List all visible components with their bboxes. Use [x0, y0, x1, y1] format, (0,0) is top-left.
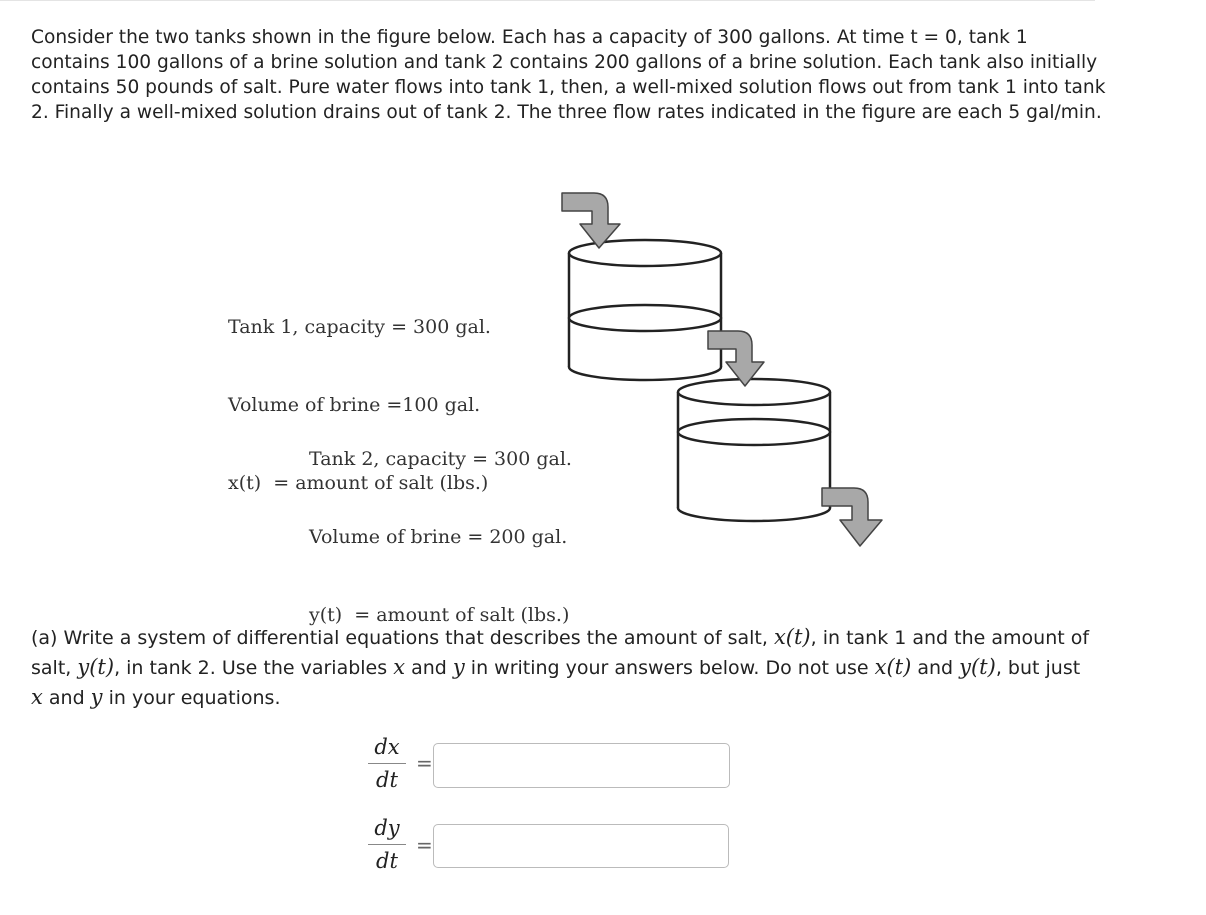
dy-numerator: dy — [374, 816, 400, 840]
fraction-bar — [368, 763, 406, 764]
math-x: x — [31, 685, 43, 709]
dt-denominator: dt — [376, 768, 398, 792]
dt-denominator: dt — [376, 849, 398, 873]
equals-sign: = — [416, 833, 433, 857]
tank-1-capacity: Tank 1, capacity = 300 gal. — [228, 316, 491, 338]
part-a-question: (a) Write a system of differential equations that describes the amount of salt, x(t), in tank 1 and the amount of salt, y(t), in tank 2. Use the variables x and y in writing your answers below. Do not use x(t) and y(t), but just x and y in your equations. — [31, 625, 1090, 709]
dx-dt-fraction — [362, 733, 412, 794]
math-xt: x(t) — [773, 625, 811, 649]
tank-2-volume: Volume of brine = 200 gal. — [309, 526, 568, 548]
transfer-arrow-icon — [708, 331, 764, 386]
math-yt: y(t) — [959, 655, 996, 679]
math-xt: x(t) — [874, 655, 912, 679]
tank-1-salt: x(t) = amount of salt (lbs.) — [228, 472, 489, 494]
inflow-arrow-icon — [562, 193, 620, 248]
tank-1-volume: Volume of brine =100 gal. — [228, 394, 481, 416]
tank-2-drawing — [678, 379, 830, 521]
outflow-arrow-icon — [822, 488, 882, 546]
problem-statement: Consider the two tanks shown in the figure below. Each has a capacity of 300 gallons. At time t = 0, tank 1 contains 100 gallons of a brine solution and tank 2 contains 200 gallons of a brine solution. Each tank also initially contains 50 pounds of salt. Pure water flows into tank 1, then, a well-mixed solution flows out from tank 1 into tank 2. Finally a well-mixed solution drains out of tank 2. The three flow rates indicated in the figure are each 5 gal/min. — [31, 27, 1106, 123]
dy-dt-answer-input[interactable] — [433, 824, 729, 868]
dx-dt-answer-input[interactable] — [433, 743, 730, 788]
dy-dt-fraction — [362, 814, 412, 875]
equals-sign: = — [416, 751, 433, 775]
tank-2-label — [309, 394, 572, 654]
math-x: x — [393, 655, 406, 679]
tank-2-salt: y(t) = amount of salt (lbs.) — [309, 604, 570, 626]
tank-2-capacity: Tank 2, capacity = 300 gal. — [309, 448, 572, 470]
math-y: y — [90, 685, 103, 709]
fraction-bar — [368, 844, 406, 845]
math-y: y — [452, 655, 465, 679]
top-divider — [0, 0, 1095, 1]
dx-numerator: dx — [374, 735, 400, 759]
math-yt: y(t) — [77, 655, 115, 679]
tank-1-drawing — [569, 240, 721, 380]
